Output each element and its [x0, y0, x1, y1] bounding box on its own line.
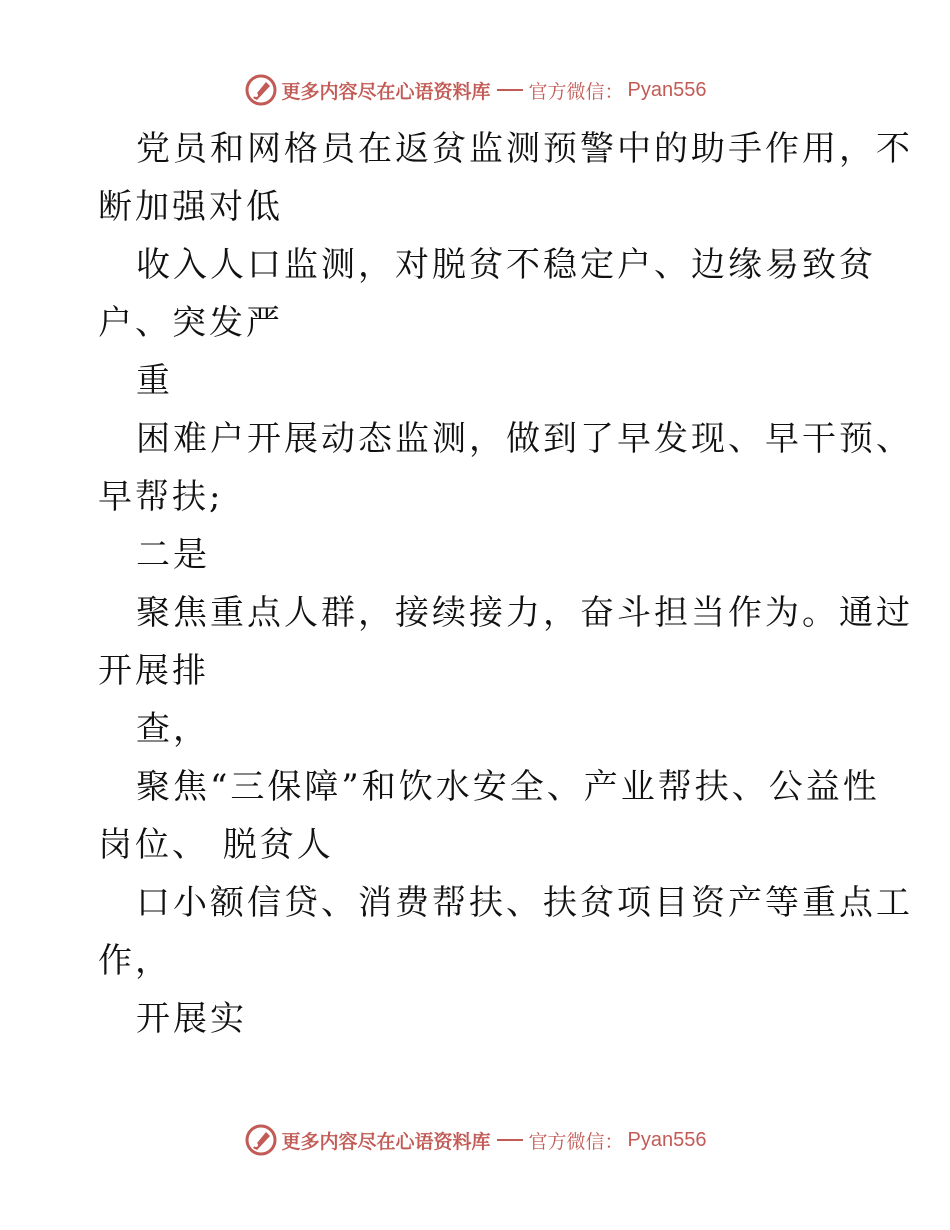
text-line: 查， — [136, 709, 210, 749]
text-line: 党员和网格员在返贫监测预警中的助手作用，不 — [136, 129, 913, 169]
text-line: 户、突发严 — [98, 303, 283, 343]
pen-logo-icon — [244, 73, 278, 107]
text-line: 二是 — [136, 535, 210, 575]
pen-logo-icon — [244, 1123, 278, 1157]
text-line: 聚焦重点人群，接续接力，奋斗担当作为。通过 — [136, 593, 913, 633]
footer-wechat-id: Pyan556 — [627, 1128, 707, 1151]
text-line: 断加强对低 — [98, 187, 283, 227]
document-body — [98, 120, 913, 1048]
footer-label: 更多内容尽在心语资料库 — [281, 1130, 491, 1153]
text-line: 开展排 — [98, 651, 209, 691]
header-label-wechat: 官方微信： — [528, 80, 624, 103]
footer-label-wechat: 官方微信： — [528, 1130, 624, 1153]
text-line: 聚焦“三保障”和饮水安全、产业帮扶、公益性 — [136, 767, 880, 807]
text-line: 岗位、 脱贫人 — [98, 825, 334, 865]
header-wechat-id: Pyan556 — [627, 78, 707, 101]
text-line: 口小额信贷、消费帮扶、扶贫项目资产等重点工 — [136, 883, 913, 923]
text-line: 重 — [136, 361, 173, 401]
footer-dash — [497, 1139, 523, 1141]
header-label: 更多内容尽在心语资料库 — [281, 80, 491, 103]
text-line: 开展实 — [136, 999, 247, 1039]
header-banner — [0, 70, 950, 110]
header-dash — [497, 89, 523, 91]
text-line: 作， — [98, 941, 172, 981]
text-line: 困难户开展动态监测，做到了早发现、早干预、 — [136, 419, 913, 459]
text-line: 收入人口监测，对脱贫不稳定户、边缘易致贫 — [136, 245, 876, 285]
footer-banner — [0, 1120, 950, 1160]
text-line: 早帮扶; — [98, 477, 224, 517]
